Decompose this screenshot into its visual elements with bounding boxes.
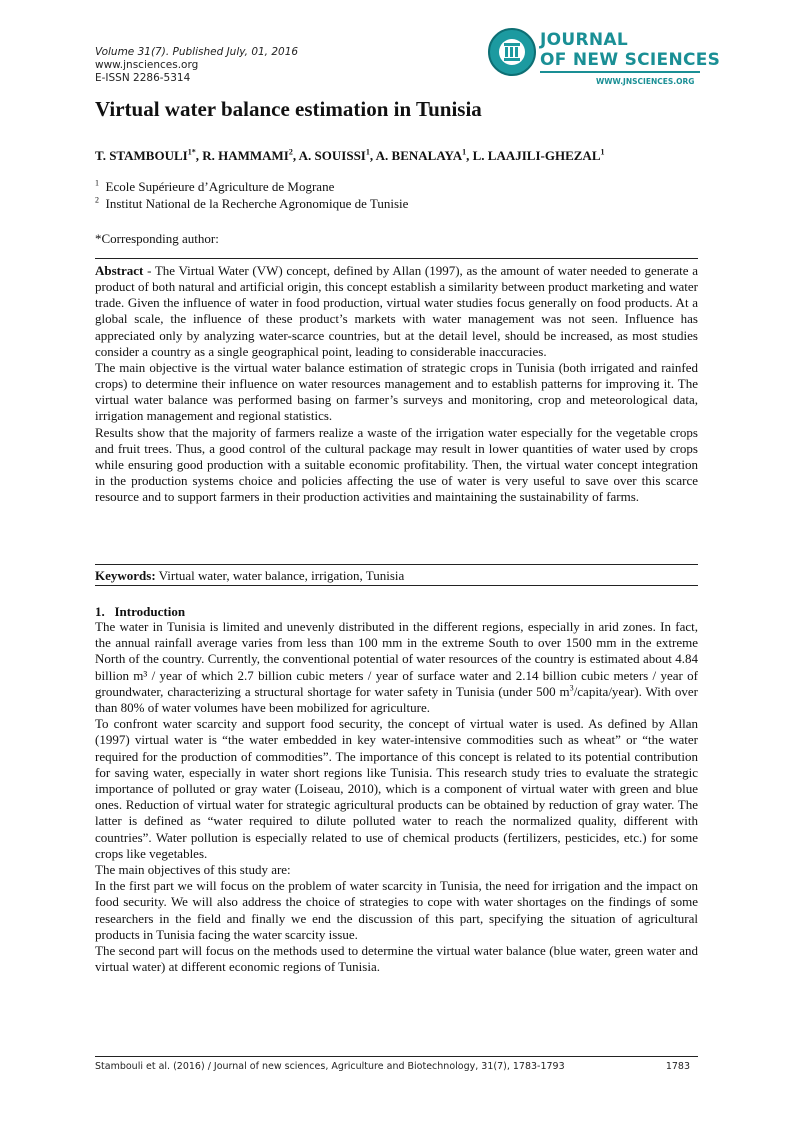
journal-seal-icon <box>488 28 536 76</box>
logo-divider <box>540 71 700 73</box>
intro-paragraph: To confront water scarcity and support food security, the concept of virtual water is used. As defined by Allan (1997) virtual water is “the water embedded in key water-intensive commodities such as wheat” or “the water required for the production of commodities”. The importance of this concept is related to its potential contribution for saving water, especially in water short regions like Tunisia. This research study tries to evaluate the strategic importance of polluted or gray water (Loiseau, 2010), which is a component of virtual water with green and blue ones. Reduction of virtual water for strategic agricultural products can be obtained by reduction of gray water. The latter is defined as “water required to dilute polluted water to reach the normalized quality, different with countries”. Water pollution is especially related to use of chemical products (fertilizers, pesticides, etc.) for some crops like vegetables. <box>95 716 698 861</box>
affiliation-num: 2 <box>95 195 99 205</box>
author-name: A. SOUISSI <box>298 148 366 163</box>
page-footer <box>95 1061 698 1072</box>
issn-text: E-ISSN 2286-5314 <box>95 72 191 84</box>
volume-info: Volume 31(7). Published July, 01, 2016 <box>95 46 299 58</box>
paper-title: Virtual water balance estimation in Tunisia <box>95 97 482 121</box>
affiliation-text: Ecole Supérieure d’Agriculture de Mograne <box>105 179 335 194</box>
abstract-top-rule <box>95 258 698 259</box>
section-heading <box>95 604 185 620</box>
intro-paragraph: The second part will focus on the methods used to determine the virtual water balance (blue water, green water and virtual water) at different economic regions of Tunisia. <box>95 943 698 975</box>
intro-paragraph: In the first part we will focus on the problem of water scarcity in Tunisia, the need for irrigation and the impact on food security. We will also address the choice of strategies to cope with water shortages on the findings of some researchers in the field and finally we end the discussion of this part, specifying the situation of agricultural products in Tunisia facing the water scarcity issue. <box>95 878 698 942</box>
intro-paragraph <box>95 619 698 716</box>
journal-logo <box>488 28 721 90</box>
intro-sup: 3 <box>569 683 574 693</box>
author-name: A. BENALAYA <box>375 148 463 163</box>
abstract-label: Abstract <box>95 263 144 278</box>
affiliation-2 <box>95 196 408 212</box>
author-sup: 1* <box>187 147 196 157</box>
intro-paragraph: The main objectives of this study are: <box>95 862 291 878</box>
abstract-paragraph: Results show that the majority of farmers realize a waste of the irrigation water especially for the vegetable crops and fruit trees. Thus, a good control of the cultural package may result in lower quantities of water used by crops while ensuring good production with a suitable economic profitability. Then, the virtual water concept integration in the production systems choice and policies affecting the use of water is very useful to save over this scarce resource and to support farmers in their production activities and maintaining the sustainability of farms. <box>95 424 698 505</box>
affiliation-num: 1 <box>95 178 99 188</box>
author-sup: 1 <box>462 147 467 157</box>
logo-line2: OF NEW SCIENCES <box>540 50 721 70</box>
page-number: 1783 <box>665 1061 690 1072</box>
intro-text: The water in Tunisia is limited and unevenly distributed in the different regions, especially in arid zones. In fact, the annual rainfall average varies from less than 100 mm in the extreme South to over 1500 mm in the extreme North of the country. Currently, the conventional potential of water resources of the country is estimated about 4.84 billion m³ / year of which 2.7 billion cubic meters / year of surface water and 2.14 billion cubic meters / year of groundwater, characterizing a structural shortage for water safety in Tunisia (under 500 m <box>95 619 698 699</box>
footer-rule <box>95 1056 698 1057</box>
abstract-block <box>95 263 698 505</box>
corresponding-author: *Corresponding author: <box>95 231 219 246</box>
affiliation-1 <box>95 179 334 195</box>
keywords <box>95 568 404 584</box>
keywords-top-rule <box>95 564 698 565</box>
abstract-paragraph <box>95 263 698 360</box>
section-number: 1. <box>95 604 105 619</box>
author-name: L. LAAJILI-GHEZAL <box>472 148 601 163</box>
author-name: R. HAMMAMI <box>202 148 289 163</box>
author-sup: 1 <box>365 147 370 157</box>
logo-url: WWW.JNSCIENCES.ORG <box>596 77 695 86</box>
author-list: T. $STAMBOULI^{1*}$, R. HAMMAMI$^2$, A. SOUISSI$^1$, A. BENALAYA$^1$, L. LAAJILI-GHEZAL$^1$ <box>95 147 605 163</box>
footer-citation: Stambouli et al. (2016) / Journal of new sciences, Agriculture and Biotechnology, 31(7), 1783-1793 <box>95 1061 565 1072</box>
abstract-paragraph: The main objective is the virtual water balance estimation of strategic crops in Tunisia (both irrigated and rainfed crops) to determine their influence on water resources management and to establish patterns for improving it. The virtual water balance was performed basing on farmer’s surveys and monitoring, crop and meteorological data, irrigation management and regional statistics. <box>95 359 698 424</box>
keywords-label: Keywords: <box>95 568 156 583</box>
logo-line1: JOURNAL <box>540 30 628 50</box>
journal-header <box>95 46 298 85</box>
author-sup: 2 <box>288 147 293 157</box>
section-title: Introduction <box>114 604 186 619</box>
author-name: T. STAMBOULI <box>95 148 188 163</box>
keywords-text: Virtual water, water balance, irrigation, Tunisia <box>155 568 405 583</box>
intro-text: /capita/year). With over than 80% of water volumes have been mobilized for agriculture. <box>95 683 698 716</box>
keywords-bottom-rule <box>95 585 698 586</box>
affiliation-text: Institut National de la Recherche Agronomique de Tunisie <box>105 196 409 211</box>
website-text: www.jnsciences.org <box>95 59 199 71</box>
abstract-text: - The Virtual Water (VW) concept, defined by Allan (1997), as the amount of water needed to generate a product of both natural and artificial origin, this concept establish a similarity between product marketing and water trade. Given the influence of water in food production, virtual water studies focus generally on food products. At a global scale, the influence of these product’s markets with water management was not seen. Influence has appreciated only by analyzing water-scarce countries, but at the detail level, should be increased, as most studies consider a country as a single geographical point, leading to considerable inaccuracies. <box>95 263 698 359</box>
author-sup: 1 <box>600 147 605 157</box>
introduction-body <box>95 619 698 975</box>
